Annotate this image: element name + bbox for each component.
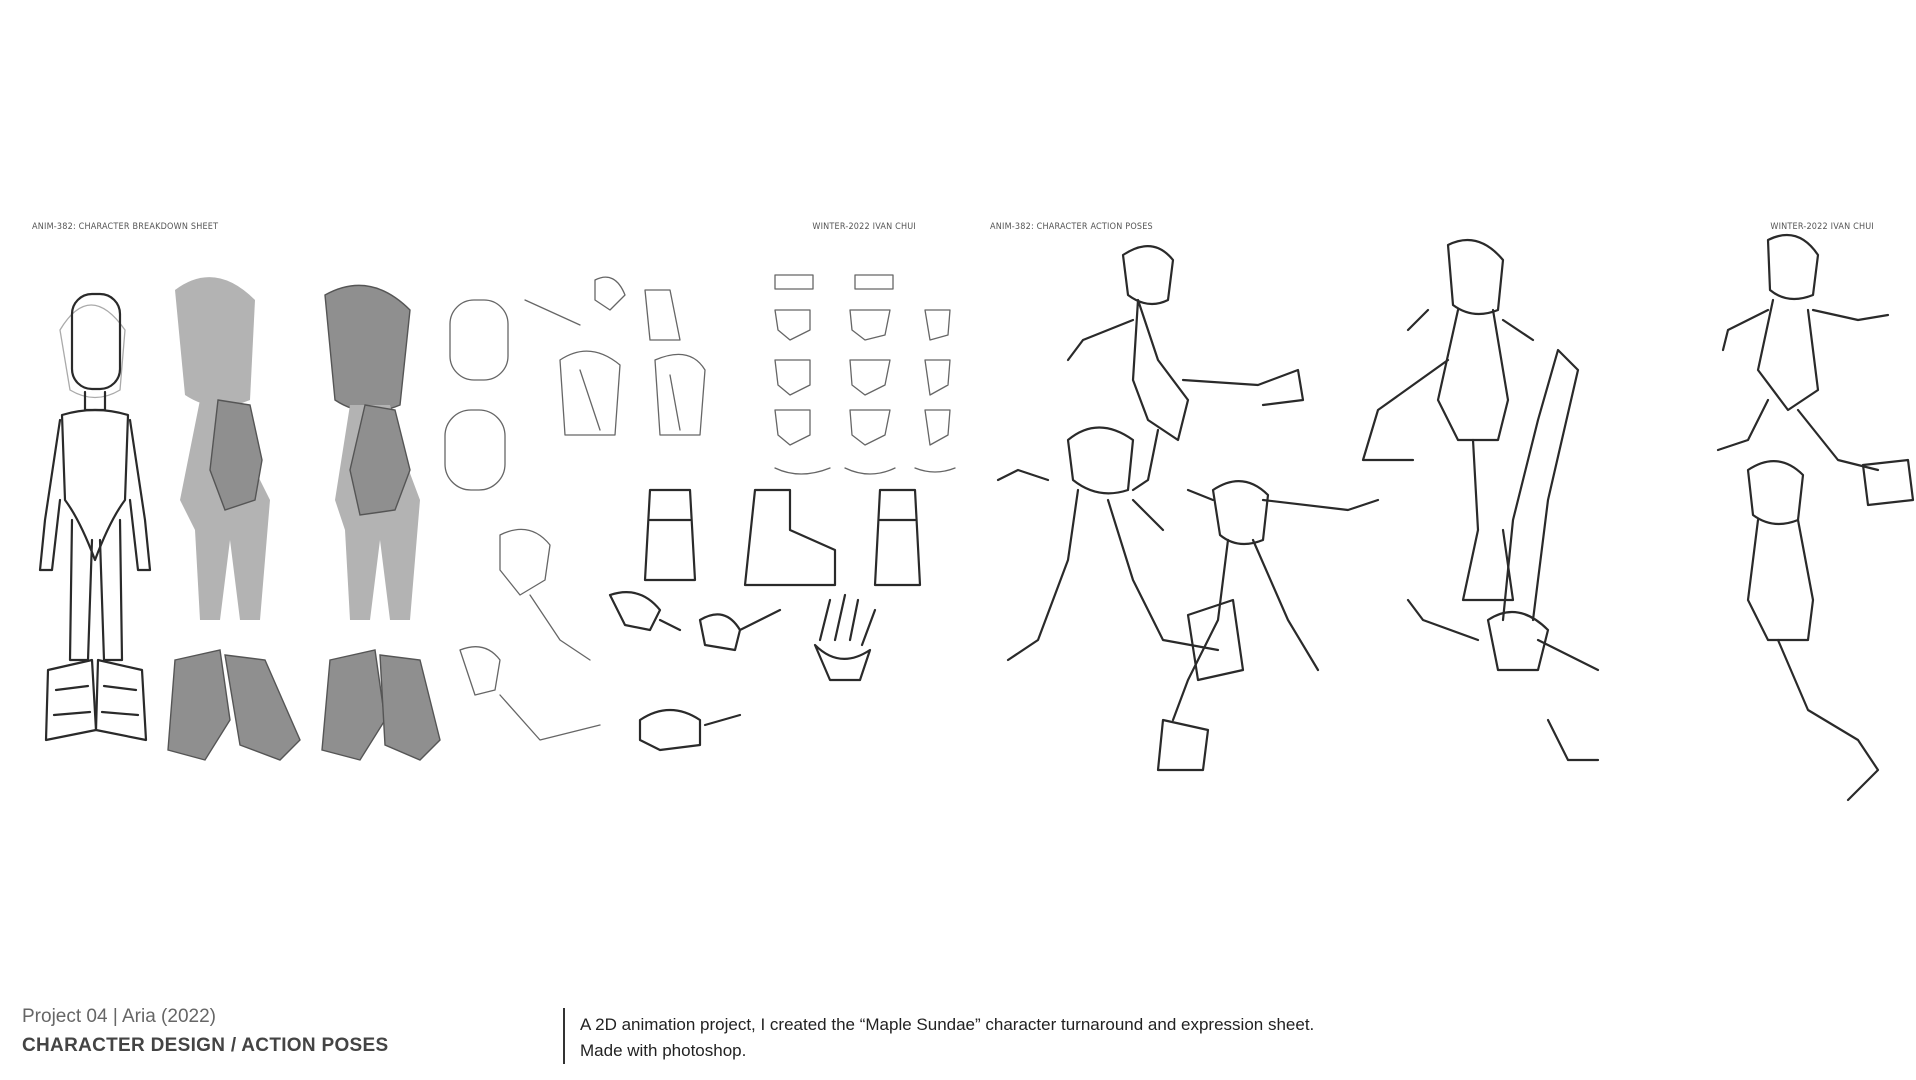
action-sheet-label: ANIM-382: CHARACTER ACTION POSES [990, 222, 1153, 232]
breakdown-sketches [0, 200, 958, 840]
pose-running [1718, 235, 1913, 505]
boot-studies [645, 490, 920, 585]
action-sheet-credit: WINTER-2022 IVAN CHUI [1770, 222, 1874, 232]
pose-jump-kick [1068, 246, 1303, 490]
head-studies [445, 277, 705, 490]
description-line-1: A 2D animation project, I created the “Maple Sundae” character turnaround and expression sheet. [580, 1015, 1315, 1034]
turnaround-side [168, 277, 300, 760]
breakdown-sheet-credit: WINTER-2022 IVAN CHUI [812, 222, 916, 232]
turnaround-back [322, 285, 440, 760]
pose-crouching-side [1748, 461, 1878, 800]
project-name: Project 04 | Aria (2022) [22, 1006, 216, 1027]
hand-studies [460, 529, 875, 750]
breakdown-artwork [0, 200, 958, 840]
action-pose-sketches [958, 200, 1916, 840]
pose-standing-kick [1363, 240, 1533, 600]
breakdown-sheet-label: ANIM-382: CHARACTER BREAKDOWN SHEET [32, 222, 219, 232]
character-action-poses-sheet [958, 200, 1916, 840]
turnaround-front [40, 294, 150, 740]
expression-studies [775, 275, 955, 474]
footer-divider [563, 1008, 565, 1064]
action-poses-artwork [958, 200, 1916, 840]
project-description [580, 1012, 1314, 1064]
description-line-2: Made with photoshop. [580, 1041, 747, 1060]
pose-handstand [1408, 350, 1598, 760]
pose-lunge-reach [1158, 481, 1378, 770]
character-breakdown-sheet [0, 200, 958, 840]
project-title: CHARACTER DESIGN / ACTION POSES [22, 1035, 389, 1056]
